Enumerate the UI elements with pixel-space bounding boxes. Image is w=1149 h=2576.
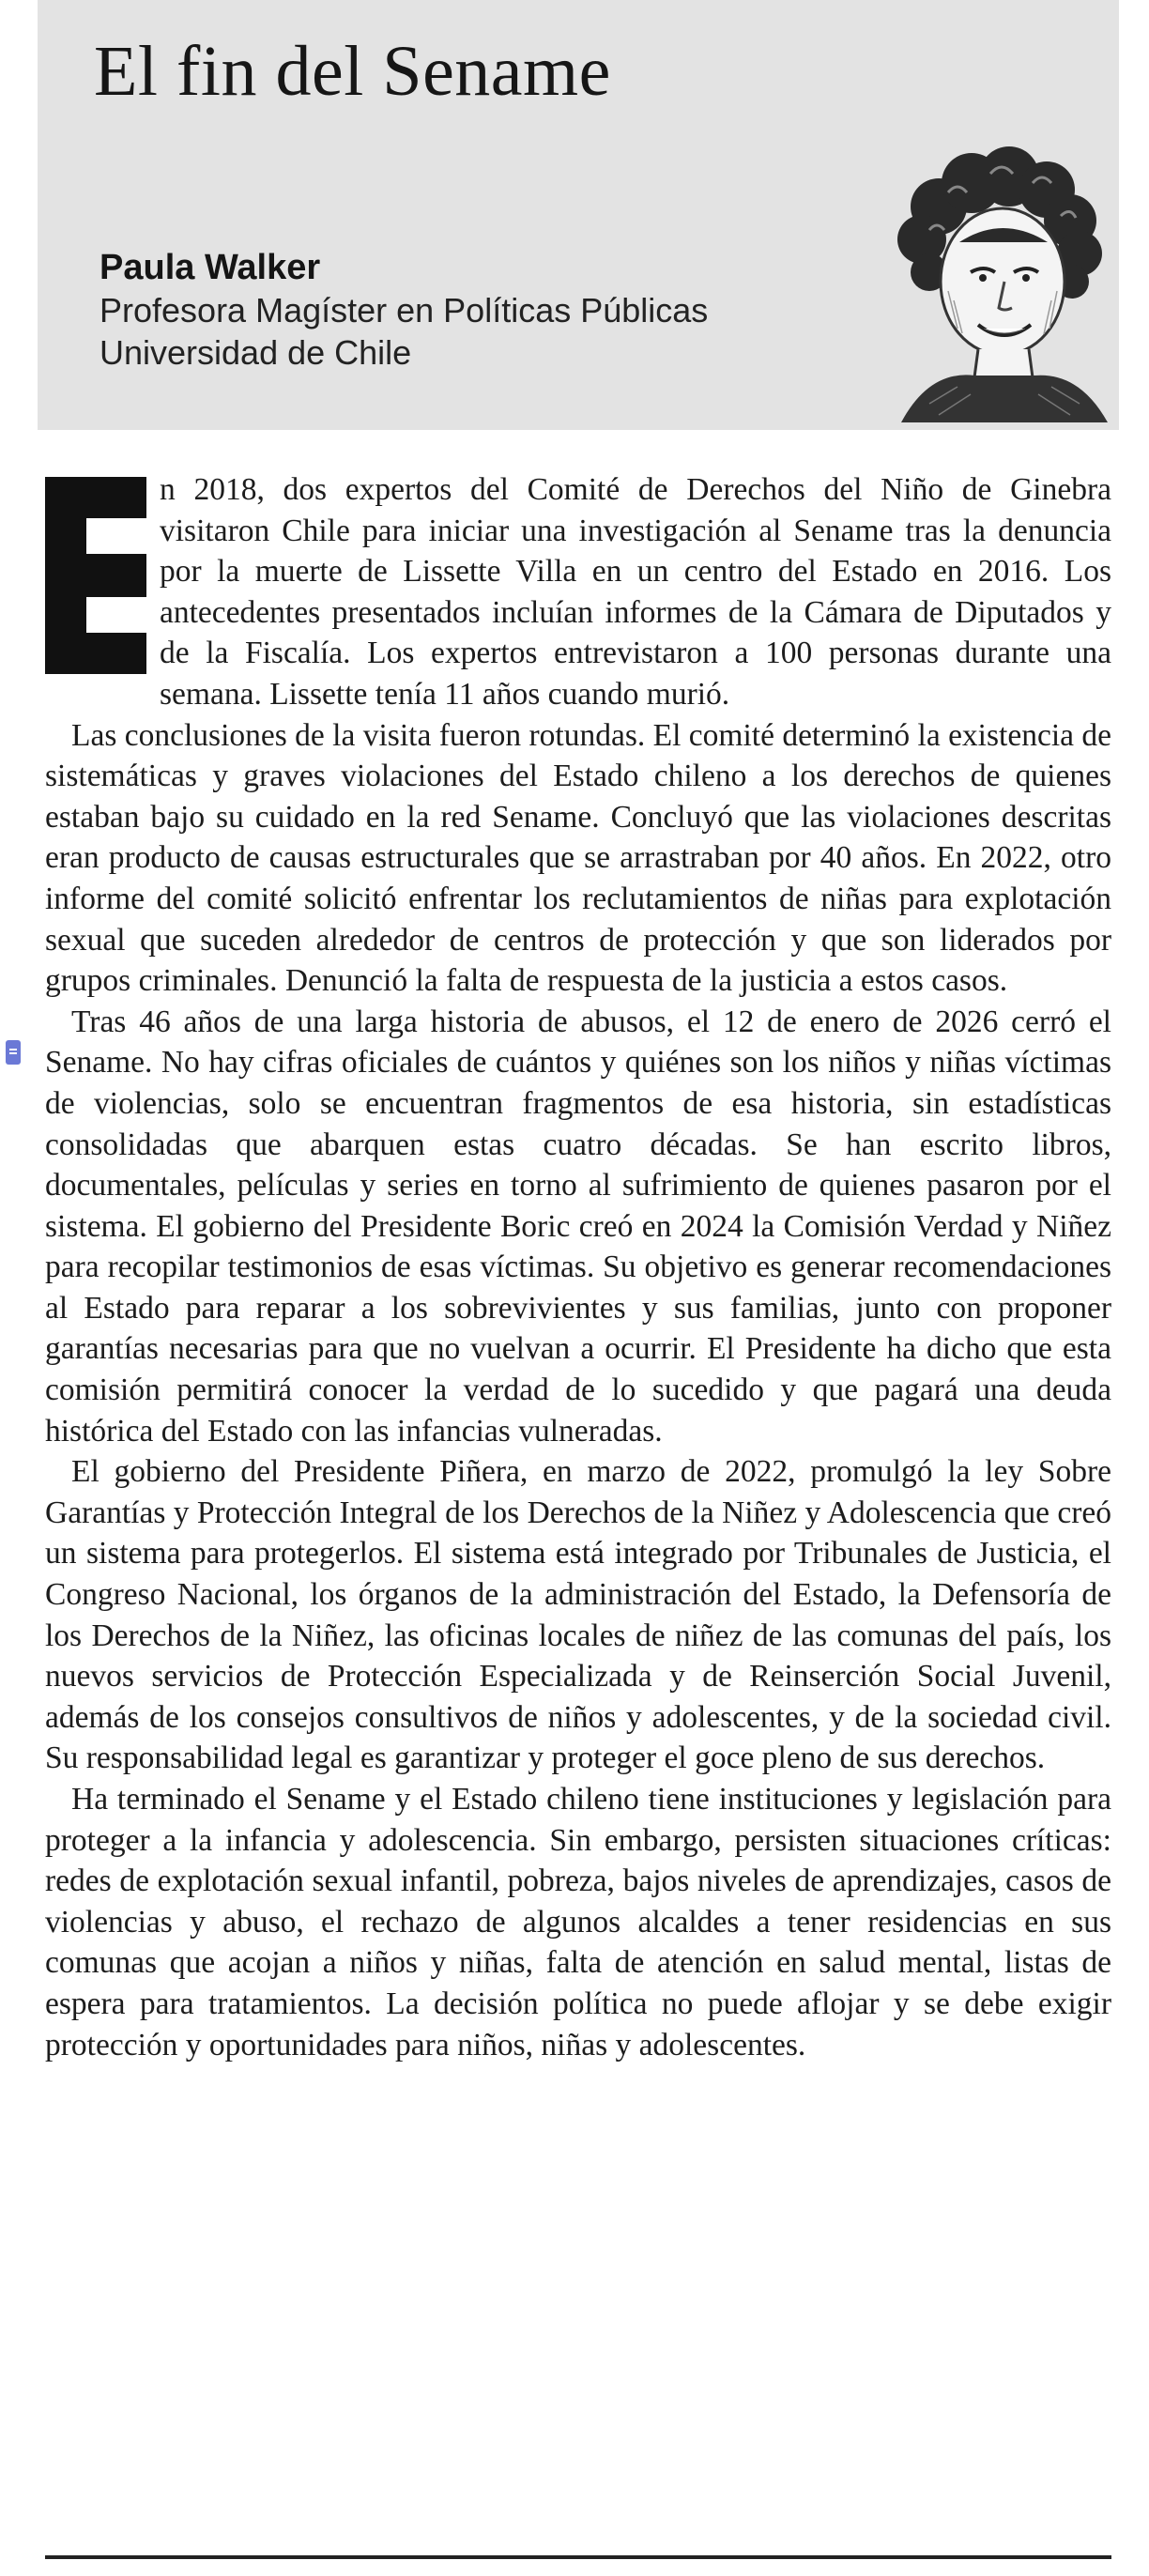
article-paragraph: n 2018, dos expertos del Comité de Derechos del Niño de Ginebra visitaron Chile para iniciar una investigación al Sename tras la denuncia por la muerte de Lissette Villa en un centro del Estado en 2016. Los antecedentes presentados incluían informes de la Cámara de Diputados y de la Fiscalía. Los expertos entrevistaron a 100 personas durante una semana. Lissette tenía 11 años cuando murió. [160, 472, 1111, 712]
article-paragraph: Las conclusiones de la visita fueron rotundas. El comité determinó la existencia de sistemáticas y graves violaciones del Estado chileno a los derechos de quienes estaban bajo su cuidado en la red Sename. Concluyó que las violaciones descritas eran producto de causas estructurales que se arrastraban por 40 años. En 2022, otro informe del comité solicitó enfrentar los reclutamientos de niñas para explotación sexual que suceden alrededor de centros de protección y que son liderados por grupos criminales. Denunció la falta de respuesta de la justicia a estos casos. [45, 717, 1111, 999]
author-role: Profesora Magíster en Políticas Públicas [100, 291, 709, 330]
author-name: Paula Walker [100, 248, 321, 287]
author-block [100, 246, 708, 374]
article-paragraph: Ha terminado el Sename y el Estado chileno tiene instituciones y legislación para proteger a la infancia y adolescencia. Sin embargo, persisten situaciones críticas: redes de explotación sexual infantil, pobreza, bajos niveles de aprendizajes, casos de violencias y abuso, el rechazo de algunos alcaldes a tener residencias en sus comunas que acojan a niños y niñas, falta de atención en salud mental, listas de espera para tratamientos. La decisión política no puede aflojar y se debe exigir protección y oportunidades para niños, niñas y adolescentes. [45, 1782, 1111, 2062]
author-affiliation: Universidad de Chile [100, 333, 412, 372]
article-body [45, 469, 1111, 2065]
author-portrait-icon [873, 141, 1117, 422]
article-title: El fin del Sename [94, 32, 611, 111]
article-header [38, 0, 1119, 430]
note-marker-icon[interactable] [6, 1040, 21, 1065]
bottom-rule [45, 2555, 1111, 2559]
article-paragraph: Tras 46 años de una larga historia de abusos, el 12 de enero de 2026 cerró el Sename. No hay cifras oficiales de cuántos y quiénes son los niños y niñas víctimas de violencias, solo se encuentran fragmentos de esa historia, sin estadísticas consolidadas que abarquen estas cuatro décadas. Se han escrito libros, documentales, películas y series en torno al sufrimiento de quienes pasaron por el sistema. El gobierno del Presidente Boric creó en 2024 la Comisión Verdad y Niñez para recopilar testimonios de esas víctimas. Su objetivo es generar recomendaciones al Estado para reparar a los sobrevivientes y sus familias, junto con proponer garantías necesarias para que no vuelvan a ocurrir. El Presidente ha dicho que esta comisión permitirá conocer la verdad de lo sucedido y que pagará una deuda histórica del Estado con las infancias vulneradas. [45, 1004, 1111, 1449]
dropcap [45, 477, 146, 674]
article-paragraph: El gobierno del Presidente Piñera, en marzo de 2022, promulgó la ley Sobre Garantías y Protección Integral de los Derechos de la Niñez y Adolescencia que creó un sistema para protegerlos. El sistema está integrado por Tribunales de Justicia, el Congreso Nacional, los órganos de la administración del Estado, la Defensoría de los Derechos de la Niñez, las oficinas locales de niñez de las comunas del país, los nuevos servicios de Protección Especializada y de Reinserción Social Juvenil, además de los consejos consultivos de niños y adolescentes, y de la sociedad civil. Su responsabilidad legal es garantizar y proteger el goce pleno de sus derechos. [45, 1454, 1111, 1776]
